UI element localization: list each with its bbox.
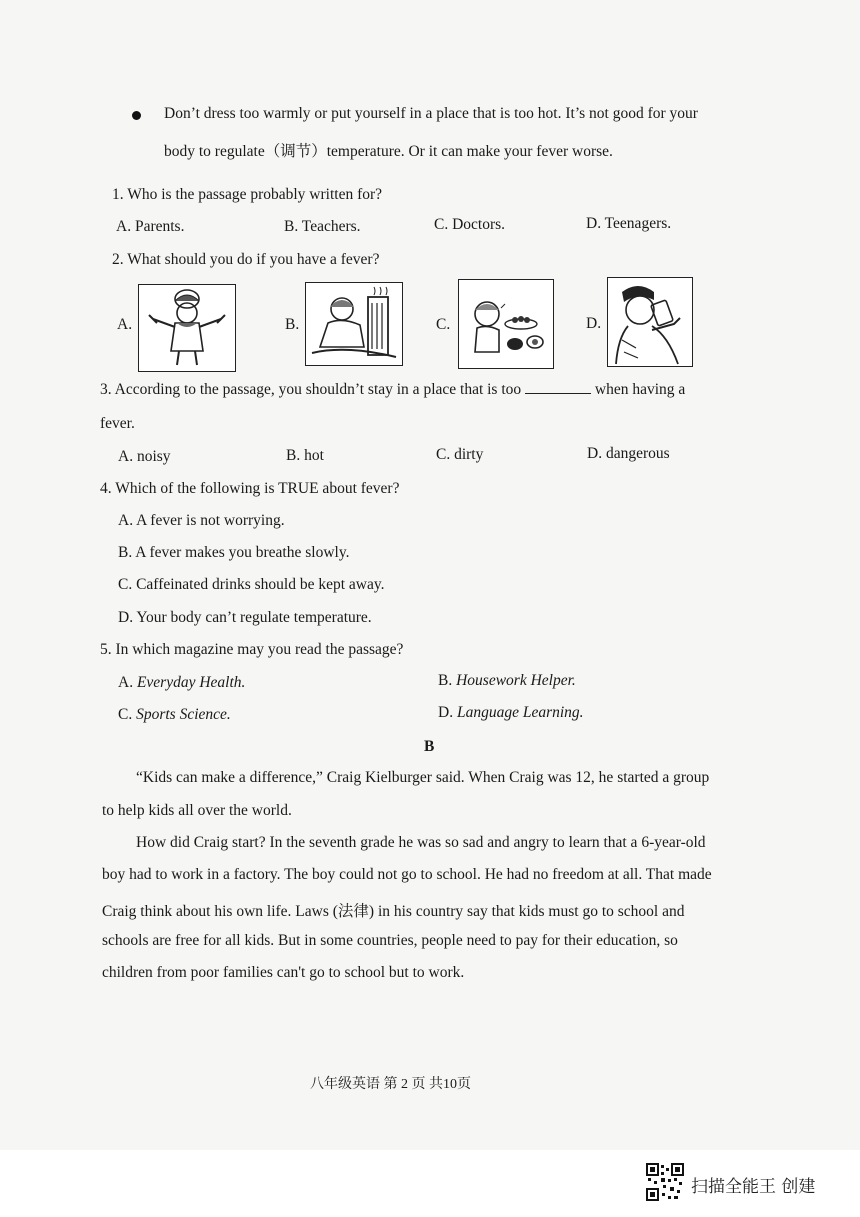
q4-option-d: D. Your body can’t regulate temperature. <box>118 609 372 626</box>
q3-option-c: C. dirty <box>436 446 484 463</box>
q5-option-b-title: Housework Helper. <box>456 672 576 689</box>
q2-option-b-label: B. <box>285 316 300 333</box>
q3-answer-blank <box>525 381 591 394</box>
q5-option-d <box>438 704 584 722</box>
q2-option-d-picture <box>607 277 693 367</box>
question-3-stem-line2: fever. <box>100 415 135 432</box>
q5-option-a <box>118 674 245 692</box>
q4-option-c: C. Caffeinated drinks should be kept away. <box>118 576 385 593</box>
q5-option-c-letter: C. <box>118 706 133 723</box>
q2-option-c-label: C. <box>436 316 451 333</box>
q3-stem-before: 3. According to the passage, you shouldn’t stay in a place that is too <box>100 381 522 398</box>
q5-option-b-letter: B. <box>438 672 453 689</box>
section-b-p1-line1: “Kids can make a difference,” Craig Kielburger said. When Craig was 12, he started a group <box>136 769 710 786</box>
scanner-brand-label: 扫描全能王 创建 <box>691 1177 816 1197</box>
q2-option-d-label: D. <box>586 315 602 332</box>
q1-option-a: A. Parents. <box>116 218 185 235</box>
q3-option-d: D. dangerous <box>587 445 670 462</box>
bullet-dot-icon <box>132 111 141 120</box>
q2-option-c-picture <box>458 279 554 369</box>
q5-option-a-title: Everyday Health. <box>136 674 246 691</box>
section-b-p2-line5: children from poor families can't go to school but to work. <box>102 964 465 981</box>
section-b-p2-line4: schools are free for all kids. But in some countries, people need to pay for their education, so <box>102 932 678 949</box>
q2-option-a-picture <box>138 284 236 372</box>
question-5-stem: 5. In which magazine may you read the passage? <box>100 641 404 658</box>
page-footer: 八年级英语 第 2 页 共10页 <box>310 1077 471 1092</box>
section-b-heading: B <box>424 738 435 755</box>
section-b-p2-line1: How did Craig start? In the seventh grade he was so sad and angry to learn that a 6-year-old <box>136 834 706 851</box>
section-b-p2-line2: boy had to work in a factory. The boy could not go to school. He had no freedom at all. That made <box>102 866 712 883</box>
q1-option-d: D. Teenagers. <box>586 215 672 232</box>
q5-option-d-letter: D. <box>438 704 454 721</box>
q5-option-b <box>438 672 576 690</box>
question-3-stem-line1 <box>100 381 685 399</box>
q2-option-a-label: A. <box>117 316 133 333</box>
question-4-stem: 4. Which of the following is TRUE about fever? <box>100 480 400 497</box>
q4-option-b: B. A fever makes you breathe slowly. <box>118 544 350 561</box>
section-b-p1-line2: to help kids all over the world. <box>102 802 292 819</box>
q5-option-c-title: Sports Science. <box>136 706 231 723</box>
section-b-p2-line3: Craig think about his own life. Laws (法律) in his country say that kids must go to school and <box>102 903 685 920</box>
bullet-line-1: Don’t dress too warmly or put yourself in a place that is too hot. It’s not good for your <box>164 105 698 122</box>
q3-option-b: B. hot <box>286 447 324 464</box>
q5-option-d-title: Language Learning. <box>456 704 584 721</box>
q4-option-a: A. A fever is not worrying. <box>118 512 285 529</box>
bullet-line-2: body to regulate（调节）temperature. Or it can make your fever worse. <box>164 143 613 160</box>
q1-option-c: C. Doctors. <box>434 216 506 233</box>
q3-stem-after: when having a <box>594 381 686 398</box>
q5-option-c <box>118 706 231 724</box>
q2-option-b-picture <box>305 282 403 366</box>
question-2-stem: 2. What should you do if you have a fever? <box>112 251 380 268</box>
q1-option-b: B. Teachers. <box>284 218 361 235</box>
q3-option-a: A. noisy <box>118 448 171 465</box>
qr-code-icon <box>646 1163 684 1201</box>
question-1-stem: 1. Who is the passage probably written for? <box>112 186 383 203</box>
q5-option-a-letter: A. <box>118 674 134 691</box>
